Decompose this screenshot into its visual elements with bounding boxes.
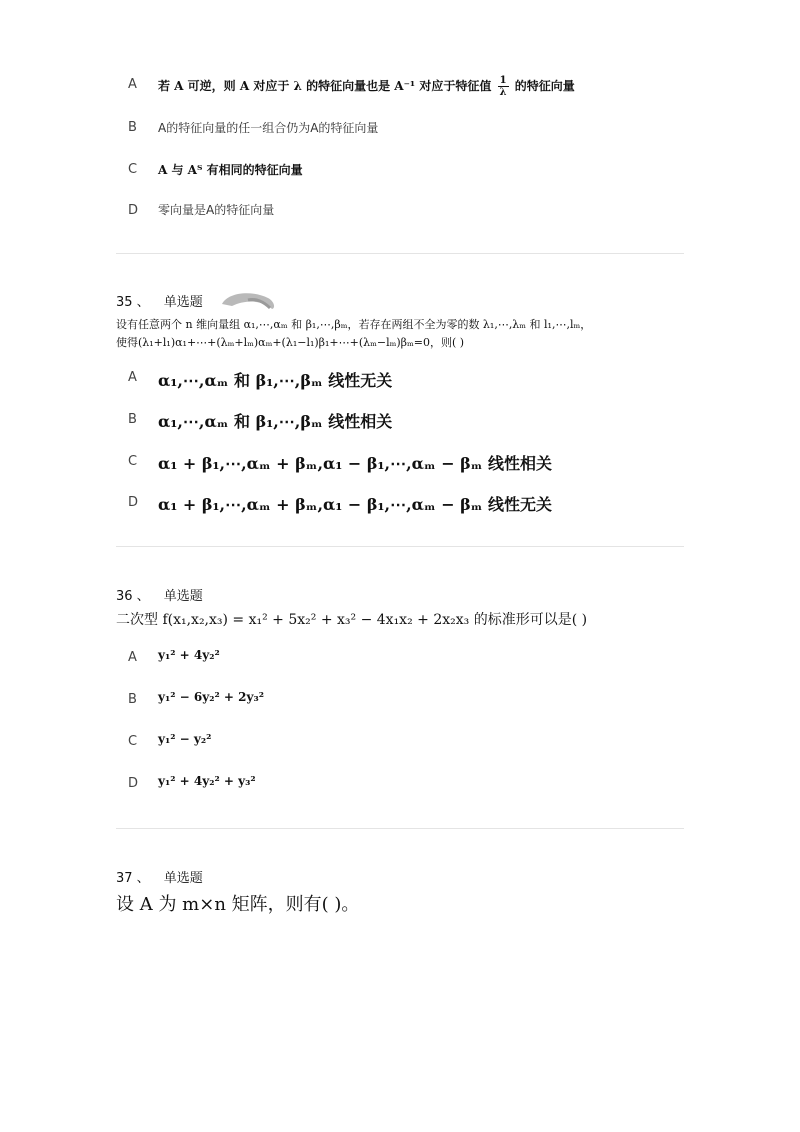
question-stem-line1: 设有任意两个 n 维向量组 α₁,⋯,αₘ 和 β₁,⋯,βₘ，若存在两组不全为零的数 λ₁,⋯,λₘ 和 l₁,⋯,lₘ， (116, 318, 592, 331)
option-text[interactable]: α₁,⋯,αₘ 和 β₁,⋯,βₘ 线性相关 (158, 412, 393, 431)
option-letter[interactable]: C (128, 454, 138, 469)
option-letter[interactable]: A (128, 650, 137, 665)
option-letter[interactable]: A (128, 370, 137, 385)
option-text[interactable]: y₁² + 4y₂² (158, 648, 220, 662)
option-letter[interactable]: C (128, 734, 138, 749)
option-text[interactable]: y₁² − y₂² (158, 732, 212, 746)
option-text[interactable]: A的特征向量的任一组合仍为A的特征向量 (158, 121, 379, 135)
option-letter[interactable]: D (128, 495, 139, 510)
question-type: 单选题 (163, 589, 203, 604)
question-header (116, 291, 203, 310)
question-number: 36 、 (116, 589, 150, 604)
question-stem-line2: 使得(λ₁+l₁)α₁+⋯+(λₘ+lₘ)αₘ+(λ₁−l₁)β₁+⋯+(λₘ−lₘ)βₘ=0，则( ) (116, 336, 465, 349)
option-text[interactable]: y₁² − 6y₂² + 2y₃² (158, 690, 264, 704)
smudge-image (218, 288, 278, 312)
option-letter[interactable]: C (128, 162, 138, 177)
option-text[interactable]: α₁ + β₁,⋯,αₘ + βₘ,α₁ − β₁,⋯,αₘ − βₘ 线性相关 (158, 454, 553, 473)
option-text[interactable]: 若 A 可逆，则 A 对应于 λ 的特征向量也是 A⁻¹ 对应于特征值 $\frac{1}{\lambda}$ 的特征向量 (158, 75, 575, 98)
option-letter[interactable]: D (128, 776, 139, 791)
option-letter[interactable]: A (128, 77, 137, 92)
question-number: 35 、 (116, 295, 150, 310)
option-letter[interactable]: B (128, 692, 137, 707)
divider (116, 546, 684, 547)
fraction: $\frac{1}{\lambda}$ (499, 75, 507, 98)
question-number: 37 、 (116, 871, 150, 886)
divider (116, 828, 684, 829)
option-letter[interactable]: B (128, 412, 137, 427)
option-text[interactable]: y₁² + 4y₂² + y₃² (158, 774, 256, 788)
option-text[interactable]: 零向量是A的特征向量 (158, 203, 275, 217)
question-stem: 设 A 为 m×n 矩阵，则有( )。 (116, 894, 360, 915)
option-text[interactable]: α₁ + β₁,⋯,αₘ + βₘ,α₁ − β₁,⋯,αₘ − βₘ 线性无关 (158, 495, 553, 514)
option-text[interactable]: α₁,⋯,αₘ 和 β₁,⋯,βₘ 线性无关 (158, 371, 393, 390)
option-letter[interactable]: D (128, 203, 139, 218)
option-text[interactable]: A 与 Aᵀ 有相同的特征向量 (158, 163, 303, 177)
divider (116, 253, 684, 254)
question-header (116, 585, 203, 604)
question-stem: 二次型 f(x₁,x₂,x₃) = x₁² + 5x₂² + x₃² − 4x₁x₂ + 2x₂x₃ 的标准形可以是( ) (116, 612, 588, 628)
question-type: 单选题 (163, 295, 203, 310)
question-type: 单选题 (163, 871, 203, 886)
question-header (116, 867, 203, 886)
option-letter[interactable]: B (128, 120, 137, 135)
